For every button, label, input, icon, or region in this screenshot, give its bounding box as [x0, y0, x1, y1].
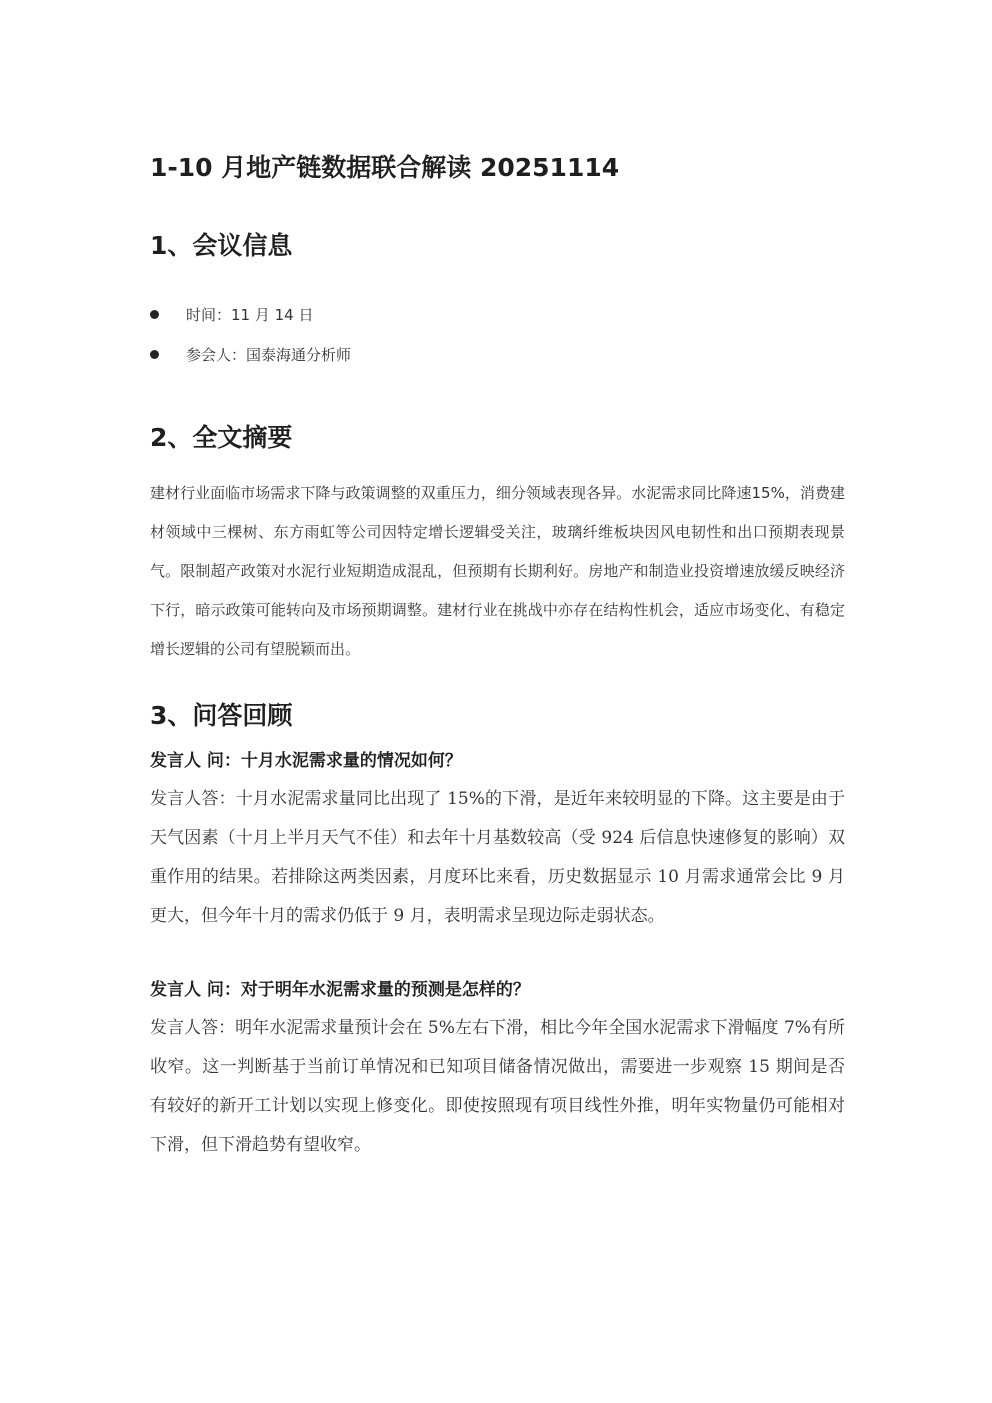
- meeting-info-item-attendees: [150, 345, 845, 365]
- document-title: 1-10 月地产链数据联合解读 20251114: [150, 153, 620, 182]
- document-page: [150, 150, 845, 1165]
- qa-heading: 3、问答回顾: [150, 701, 293, 730]
- bullet-icon: [150, 350, 159, 359]
- meeting-info-heading: 1、会议信息: [150, 231, 293, 260]
- bullet-icon: [150, 310, 159, 319]
- summary-heading: 2、全文摘要: [150, 423, 293, 452]
- qa-answer: 发言人答：明年水泥需求量预计会在 5%左右下滑，相比今年全国水泥需求下滑幅度 7%有所收窄。这一判断基于当前订单情况和已知项目储备情况做出，需要进一步观察 15 期间是否有较好的新开工计划以实现上修变化。即使按照现有项目线性外推，明年实物量仍可能相对下滑，但下滑趋势有望收窄。: [150, 1018, 845, 1155]
- meeting-info-item-time: [150, 305, 845, 325]
- qa-answer: 发言人答：十月水泥需求量同比出现了 15%的下滑，是近年来较明显的下降。这主要是由于天气因素（十月上半月天气不佳）和去年十月基数较高（受 924 后信息快速修复的影响）双重作用的结果。若排除这两类因素，月度环比来看，历史数据显示 10 月需求通常会比 9 月更大，但今年十月的需求仍低于 9 月，表明需求呈现边际走弱状态。: [150, 789, 845, 926]
- meeting-time-text: 时间：11 月 14 日: [186, 306, 314, 324]
- summary-paragraph: 建材行业面临市场需求下降与政策调整的双重压力，细分领域表现各异。水泥需求同比降速15%，消费建材领域中三棵树、东方雨虹等公司因特定增长逻辑受关注，玻璃纤维板块因风电韧性和出口预期表现景气。限制超产政策对水泥行业短期造成混乱，但预期有长期利好。房地产和制造业投资增速放缓反映经济下行，暗示政策可能转向及市场预期调整。建材行业在挑战中亦存在结构性机会，适应市场变化、有稳定增长逻辑的公司有望脱颖而出。: [150, 484, 845, 658]
- qa-item: [150, 975, 845, 1165]
- qa-question: 发言人 问：十月水泥需求量的情况如何？: [150, 751, 462, 771]
- meeting-info-list: [150, 305, 845, 365]
- qa-item: [150, 746, 845, 936]
- meeting-attendees-text: 参会人：国泰海通分析师: [186, 346, 352, 364]
- qa-question: 发言人 问：对于明年水泥需求量的预测是怎样的？: [150, 980, 530, 1000]
